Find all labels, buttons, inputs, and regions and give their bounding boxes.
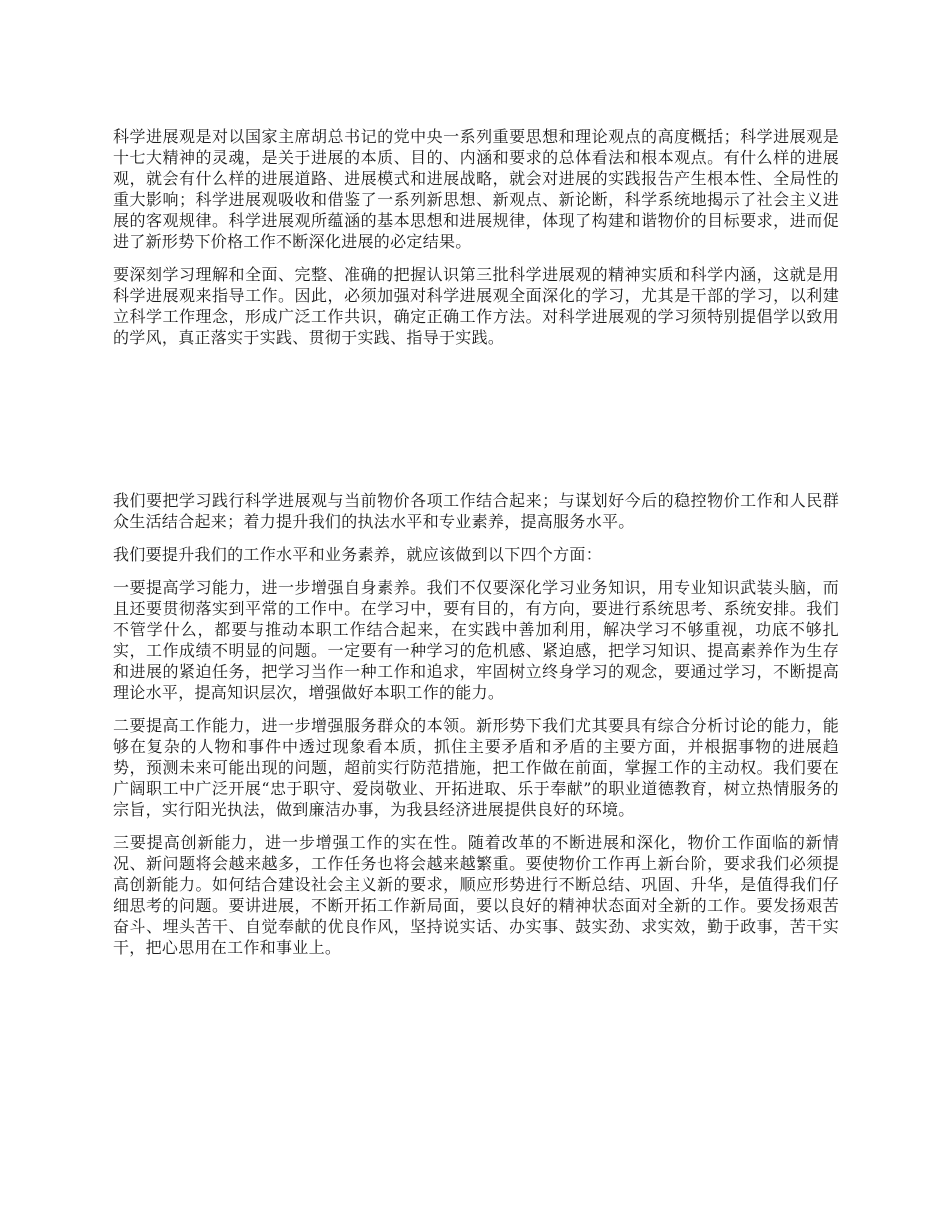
paragraph: 科学进展观是对以国家主席胡总书记的党中央一系列重要思想和理论观点的高度概括；科学进展观是十七大精神的灵魂，是关于进展的本质、目的、内涵和要求的总体看法和根本观点。有什么样的进展观，就会有什么样的进展道路、进展模式和进展战略，就会对进展的实践报告产生根本性、全局性的重大影响；科学进展观吸收和借鉴了一系列新思想、新观点、新论断，科学系统地揭示了社会主义进展的客观规律。科学进展观所蕴涵的基本思想和进展规律，体现了构建和谐物价的目标要求，进而促进了新形势下价格工作不断深化进展的必定结果。 <box>113 127 839 251</box>
paragraph: 要深刻学习理解和全面、完整、准确的把握认识第三批科学进展观的精神实质和科学内涵，这就是用科学进展观来指导工作。因此，必须加强对科学进展观全面深化的学习，尤其是干部的学习，以利建立科学工作理念，形成广泛工作共识，确定正确工作方法。对科学进展观的学习须特别提倡学以致用的学风，真正落实于实践、贯彻于实践、指导于实践。 <box>113 265 839 347</box>
paragraph: 我们要提升我们的工作水平和业务素养，就应该做到以下四个方面： <box>113 545 603 564</box>
text-section-1 <box>113 126 839 360</box>
paragraph: 我们要把学习践行科学进展观与当前物价各项工作结合起来；与谋划好今后的稳控物价工作和人民群众生活结合起来；着力提升我们的执法水平和专业素养，提高服务水平。 <box>113 491 839 531</box>
paragraph: 三要提高创新能力，进一步增强工作的实在性。随着改革的不断进展和深化，物价工作面临的新情况、新问题将会越来越多，工作任务也将会越来越繁重。要使物价工作再上新台阶，要求我们必须提高创新能力。如何结合建设社会主义新的要求，顺应形势进行不断总结、巩固、升华，是值得我们仔细思考的问题。要讲进展，不断开拓工作新局面，要以良好的精神状态面对全新的工作。要发扬艰苦奋斗、埋头苦干、自觉奉献的优良作风，坚持说实话、办实事、鼓实劲、求实效，勤于政事，苦干实干，把心思用在工作和事业上。 <box>113 833 839 957</box>
text-section-2 <box>113 490 839 970</box>
paragraph: 二要提高工作能力，进一步增强服务群众的本领。新形势下我们尤其要具有综合分析讨论的能力，能够在复杂的人物和事件中透过现象看本质，抓住主要矛盾和矛盾的主要方面，并根据事物的进展趋势，预测未来可能出现的问题，超前实行防范措施，把工作做在前面，掌握工作的主动权。我们要在广阔职工中广泛开展“忠于职守、爱岗敬业、开拓进取、乐于奉献”的职业道德教育，树立热情服务的宗旨，实行阳光执法，做到廉洁办事，为我县经济进展提供良好的环境。 <box>113 716 839 819</box>
paragraph: 一要提高学习能力，进一步增强自身素养。我们不仅要深化学习业务知识，用专业知识武装头脑，而且还要贯彻落实到平常的工作中。在学习中，要有目的，有方向，要进行系统思考、系统安排。我们不管学什么，都要与推动本职工作结合起来，在实践中善加利用，解决学习不够重视，功底不够扎实，工作成绩不明显的问题。一定要有一种学习的危机感、紧迫感，把学习知识、提高素养作为生存和进展的紧迫任务，把学习当作一种工作和追求，牢固树立终身学习的观念，要通过学习，不断提高理论水平，提高知识层次，增强做好本职工作的能力。 <box>113 578 839 702</box>
